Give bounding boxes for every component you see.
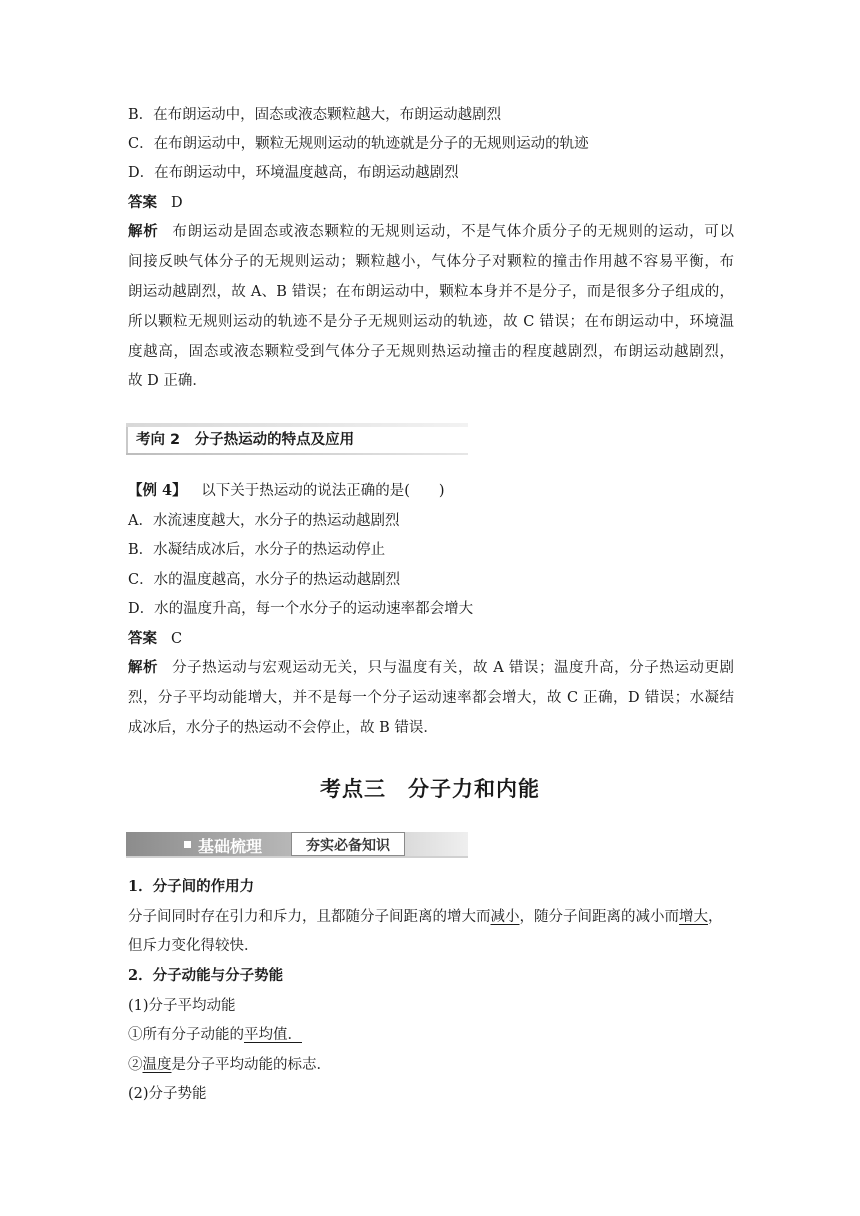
explanation-label: 解析 bbox=[128, 223, 159, 240]
option-c: C．水的温度越高，水分子的热运动越剧烈 bbox=[128, 572, 401, 588]
tag-top-bar bbox=[126, 423, 468, 427]
option-d: D．水的温度升高，每一个水分子的运动速率都会增大 bbox=[128, 601, 474, 617]
subheading: (2)分子势能 bbox=[128, 1086, 207, 1102]
answer-label: 答案 bbox=[128, 194, 157, 211]
square-bullet-icon bbox=[184, 841, 191, 848]
example-question: 以下关于热运动的说法正确的是( ) bbox=[201, 483, 445, 499]
answer-line bbox=[128, 193, 183, 213]
tag-bottom-rule bbox=[126, 453, 468, 455]
tag-left-rule bbox=[126, 427, 128, 453]
option-d: D．在布朗运动中，环境温度越高，布朗运动越剧烈 bbox=[128, 165, 459, 181]
banner-title: 基础梳理 bbox=[198, 837, 263, 856]
explanation-line: 度越高，固态或液态颗粒受到气体分子无规则热运动撞击的程度越剧烈，布朗运动越剧烈， bbox=[128, 344, 734, 360]
answer-line bbox=[128, 629, 182, 649]
banner-underline bbox=[126, 856, 468, 858]
example-stem bbox=[128, 481, 445, 501]
answer-label: 答案 bbox=[128, 630, 157, 647]
underlined-term: 减小 bbox=[490, 909, 520, 925]
explanation-label: 解析 bbox=[128, 659, 159, 676]
paragraph-continued: 但斥力变化得较快． bbox=[128, 938, 259, 954]
option-b: B．水凝结成冰后，水分子的热运动停止 bbox=[128, 542, 386, 558]
example-label: 【例 4】 bbox=[128, 482, 187, 499]
heading-1: 1．分子间的作用力 bbox=[128, 878, 255, 895]
heading-2: 2．分子动能与分子势能 bbox=[128, 967, 284, 984]
answer-value: D bbox=[171, 195, 183, 211]
topic-tag bbox=[126, 423, 468, 455]
banner-subtitle-box bbox=[291, 832, 405, 856]
underlined-term: 平均值． bbox=[244, 1027, 302, 1043]
list-item: ②温度是分子平均动能的标志． bbox=[128, 1057, 331, 1073]
explanation-line: 解析 分子热运动与宏观运动无关，只与温度有关，故 A 错误；温度升高，分子热运动更剧 bbox=[128, 659, 734, 676]
explanation-line: 所以颗粒无规则运动的轨迹不是分子无规则运动的轨迹，故 C 错误；在布朗运动中，环境温 bbox=[128, 314, 734, 330]
paragraph: 分子间同时存在引力和斥力，且都随分子间距离的增大而减小，随分子间距离的减小而增大， bbox=[128, 909, 723, 925]
section-title: 考点三 分子力和内能 bbox=[320, 777, 540, 801]
explanation-line: 解析 布朗运动是固态或液态颗粒的无规则运动，不是气体介质分子的无规则的运动，可以 bbox=[128, 223, 735, 240]
subheading: (1)分子平均动能 bbox=[128, 998, 236, 1014]
underlined-term: 增大 bbox=[679, 909, 708, 925]
explanation-line: 成冰后，水分子的热运动不会停止，故 B 错误． bbox=[128, 720, 438, 736]
section-banner bbox=[126, 830, 468, 858]
option-c: C．在布朗运动中，颗粒无规则运动的轨迹就是分子的无规则运动的轨迹 bbox=[128, 136, 589, 152]
banner-subtitle: 夯实必备知识 bbox=[306, 838, 390, 854]
answer-value: C bbox=[171, 631, 183, 647]
option-a: A．水流速度越大，水分子的热运动越剧烈 bbox=[128, 513, 400, 529]
explanation-line: 间接反映气体分子的无规则运动；颗粒越小，气体分子对颗粒的撞击作用越不容易平衡，布 bbox=[128, 254, 734, 270]
underlined-term: 温度 bbox=[142, 1057, 172, 1073]
topic-tag-text: 考向 2 分子热运动的特点及应用 bbox=[136, 432, 355, 448]
explanation-line: 朗运动越剧烈，故 A、B 错误；在布朗运动中，颗粒本身并不是分子，而是很多分子组成的， bbox=[128, 284, 734, 300]
list-item: ①所有分子动能的平均值． bbox=[128, 1027, 302, 1043]
explanation-line: 烈，分子平均动能增大，并不是每一个分子运动速率都会增大，故 C 正确，D 错误；水凝结 bbox=[128, 690, 734, 706]
option-b: B．在布朗运动中，固态或液态颗粒越大，布朗运动越剧烈 bbox=[128, 107, 502, 123]
explanation-line: 故 D 正确． bbox=[128, 373, 207, 389]
